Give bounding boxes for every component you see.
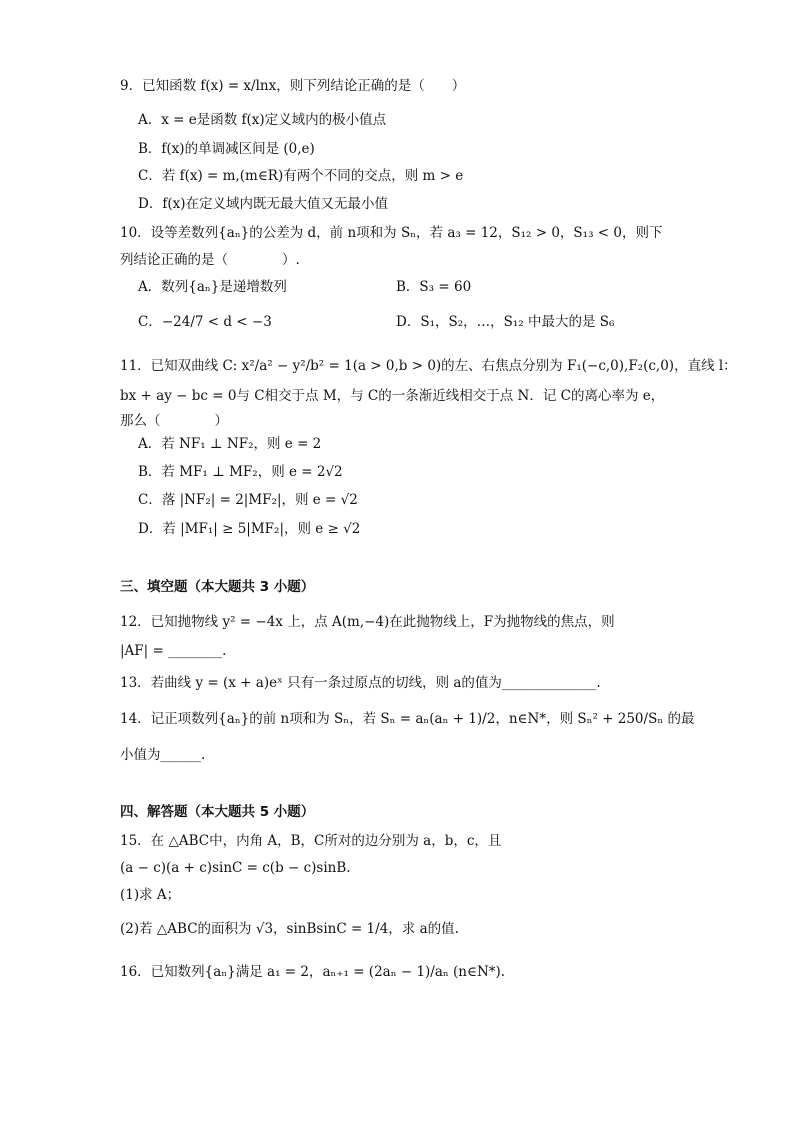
q9-option-a: A．x = e是函数 f(x)定义域内的极小值点 (138, 112, 387, 128)
q10-option-a: A．数列{aₙ}是递增数列 (138, 279, 287, 295)
q13: 13．若曲线 y = (x + a)eˣ 只有一条过原点的切线，则 a的值为______________. (120, 675, 601, 691)
q15-line2: (a − c)(a + c)sinC = c(b − c)sinB. (120, 860, 351, 876)
q11-stem-line3: 那么（ ） (120, 413, 228, 429)
q10-stem-line1: 10．设等差数列{aₙ}的公差为 d，前 n项和为 Sₙ，若 a₃ = 12，S₁₂ > 0，S₁₃ < 0，则下 (120, 225, 663, 241)
q10-option-c: C．−24/7 < d < −3 (138, 314, 272, 330)
section-fill-in-title: 三、填空题（本大题共 3 小题） (120, 579, 315, 595)
q9-stem: 9．已知函数 f(x) = x/lnx，则下列结论正确的是（ ） (120, 78, 466, 94)
section-answer-title: 四、解答题（本大题共 5 小题） (120, 804, 315, 820)
q9-option-d: D．f(x)在定义域内既无最大值又无最小值 (138, 196, 388, 212)
q16: 16．已知数列{aₙ}满足 a₁ = 2，aₙ₊₁ = (2aₙ − 1)/aₙ (n∈N*). (120, 964, 506, 980)
q14-line2: 小值为______. (120, 747, 206, 763)
q9-option-b: B．f(x)的单调减区间是 (0,e) (138, 141, 315, 157)
q11-stem-line1: 11．已知双曲线 C: x²/a² − y²/b² = 1(a > 0,b > 0)的左、右焦点分别为 F₁(−c,0),F₂(c,0)，直线 l： (120, 358, 737, 374)
q11-option-a: A．若 NF₁ ⊥ NF₂，则 e = 2 (138, 436, 322, 452)
q12-line1: 12．已知抛物线 y² = −4x 上，点 A(m,−4)在此抛物线上，F为抛物线的焦点，则 (120, 614, 615, 630)
q15-line4: (2)若 △ABC的面积为 √3，sinBsinC = 1/4，求 a的值. (120, 921, 459, 937)
q10-option-d: D．S₁，S₂，…，S₁₂ 中最大的是 S₆ (396, 314, 615, 330)
q15-line3: (1)求 A； (120, 887, 181, 903)
q14-line1: 14．记正项数列{aₙ}的前 n项和为 Sₙ，若 Sₙ = aₙ(aₙ + 1)/2，n∈N*，则 Sₙ² + 250/Sₙ 的最 (120, 711, 695, 727)
q10-stem-line2: 列结论正确的是（ ）. (120, 252, 300, 268)
q12-line2: |AF| = ________. (120, 643, 227, 659)
q10-option-b: B．S₃ = 60 (396, 279, 472, 295)
q11-option-b: B．若 MF₁ ⊥ MF₂，则 e = 2√2 (138, 464, 343, 480)
q15-line1: 15．在 △ABC中，内角 A，B，C所对的边分别为 a，b，c，且 (120, 833, 502, 849)
q11-stem-line2: bx + ay − bc = 0与 C相交于点 M，与 C的一条渐近线相交于点 N．记 C的离心率为 e， (120, 388, 665, 404)
q11-option-d: D．若 |MF₁| ≥ 5|MF₂|，则 e ≥ √2 (138, 521, 361, 537)
q11-option-c: C．落 |NF₂| = 2|MF₂|，则 e = √2 (138, 492, 358, 508)
q9-option-c: C．若 f(x) = m,(m∈R)有两个不同的交点，则 m > e (138, 168, 464, 184)
